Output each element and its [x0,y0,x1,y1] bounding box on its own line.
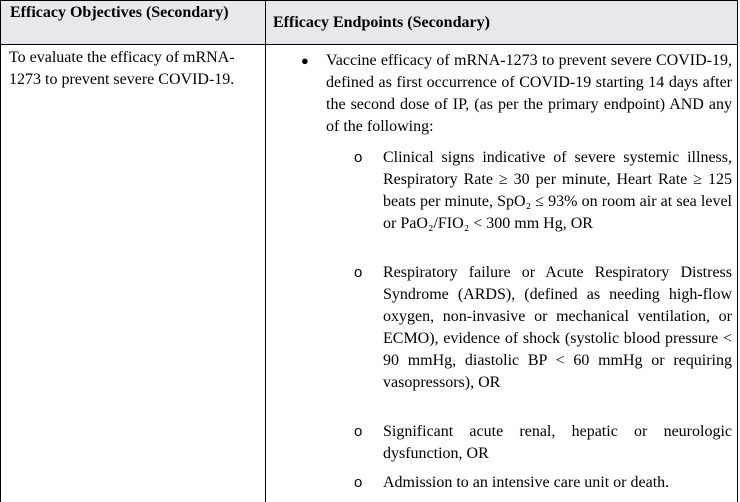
table-border-right [737,0,738,502]
sub-bullet-icon: o [354,474,363,491]
header-endpoints: Efficacy Endpoints (Secondary) [266,1,737,44]
sub-bullet-icon: o [354,264,363,281]
sub-bullet-icon: o [354,423,363,440]
table-header-divider [0,44,738,45]
endpoint-sub-item-1: Clinical signs indicative of severe systemic illness, Respiratory Rate ≥ 30 per minute, Heart Rate ≥ 125 beats per minute, SpO₂ ≤ 93% on room air at sea level or PaO₂/FIO₂ < 300 mm Hg, OR [383,149,732,232]
header-objectives: Efficacy Objectives (Secondary) [1,1,265,44]
sub-bullet-icon: o [354,149,363,166]
table-border-left [0,0,1,502]
table-column-divider [265,0,266,502]
endpoint-sub-item-3: Significant acute renal, hepatic or neurologic dysfunction, OR [383,423,732,462]
bullet-icon: ● [301,53,309,68]
endpoint-sub-item-4: Admission to an intensive care unit or death. [383,474,670,491]
endpoint-main-text: Vaccine efficacy of mRNA-1273 to prevent severe COVID-19, defined as first occurrence of COVID-19 starting 14 days after the second dose of IP, (as per the primary endpoint) AND any of the following: [326,52,732,135]
objective-text: To evaluate the efficacy of mRNA-1273 to prevent severe COVID-19. [9,49,235,88]
endpoint-sub-item-2: Respiratory failure or Acute Respiratory Distress Syndrome (ARDS), (defined as needing high-flow oxygen, non-invasive or mechanical ventilation, or ECMO), evidence of shock (systolic blood pressure < 90 mmHg, diastolic BP < 60 mmHg or requiring vasopressors), OR [383,264,732,391]
